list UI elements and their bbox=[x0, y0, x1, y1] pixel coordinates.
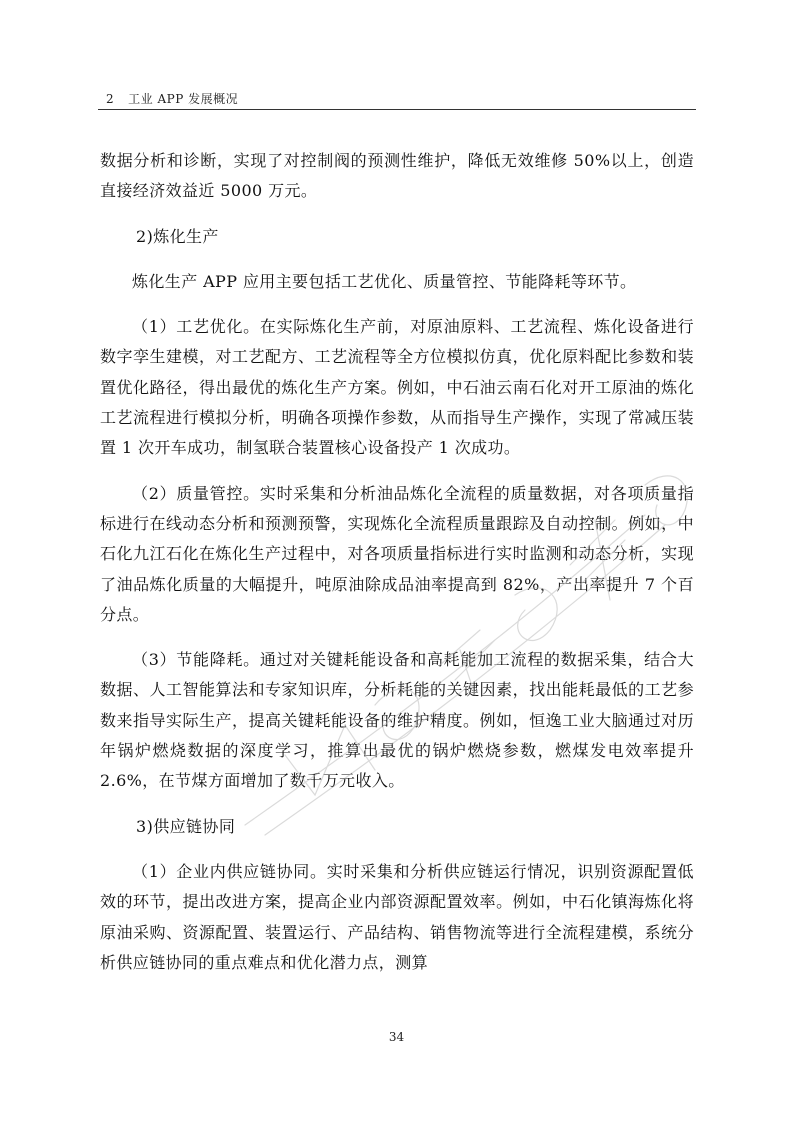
paragraph-refining-intro: 炼化生产 APP 应用主要包括工艺优化、质量管控、节能降耗等环节。 bbox=[132, 271, 637, 291]
running-header bbox=[106, 90, 696, 107]
paragraph-energy-saving: （3）节能降耗。通过对关键耗能设备和高耗能加工流程的数据采集，结合大数据、人工智能算法和专家知识库，分析耗能的关键因素，找出能耗最低的工艺参数来指导实际生产，提高关键耗能设备的维护精度。例如，恒逸工业大脑通过对历年锅炉燃烧数据的深度学习，推算出最优的锅炉燃烧参数，燃煤发电效率提升 2.6%，在节煤方面增加了数千万元收入。 bbox=[100, 650, 694, 791]
chapter-number: 2 bbox=[106, 92, 115, 106]
header-rule bbox=[98, 109, 696, 110]
chapter-title: 工业 APP 发展概况 bbox=[128, 92, 239, 106]
section-heading-refining: 2)炼化生产 bbox=[136, 226, 219, 246]
paragraph-internal-supply-chain: （1）企业内供应链协同。实时采集和分析供应链运行情况，识别资源配置低效的环节，提出改进方案，提高企业内部资源配置效率。例如，中石化镇海炼化将原油采购、资源配置、装置运行、产品结构、销售物流等进行全流程建模，系统分析供应链协同的重点难点和优化潜力点，测算 bbox=[100, 861, 694, 972]
page-number: 34 bbox=[388, 1030, 405, 1044]
paragraph-process-optimization: （1）工艺优化。在实际炼化生产前，对原油原料、工艺流程、炼化设备进行数字孪生建模，对工艺配方、工艺流程等全方位模拟仿真，优化原料配比参数和装置优化路径，得出最优的炼化生产方案。例如，中石油云南石化对开工原油的炼化工艺流程进行模拟分析，明确各项操作参数，从而指导生产操作，实现了常减压装置 1 次开车成功，制氢联合装置核心设备投产 1 次成功。 bbox=[100, 317, 694, 458]
body-text bbox=[100, 146, 694, 993]
section-heading-supply-chain: 3)供应链协同 bbox=[136, 816, 236, 836]
paragraph-quality-control: （2）质量管控。实时采集和分析油品炼化全流程的质量数据，对各项质量指标进行在线动态分析和预测预警，实现炼化全流程质量跟踪及自动控制。例如，中石化九江石化在炼化生产过程中，对各项质量指标进行实时监测和动态分析，实现了油品炼化质量的大幅提升，吨原油除成品油率提高到 82%，产出率提升 7 个百分点。 bbox=[100, 483, 694, 624]
paragraph-continuation: 数据分析和诊断，实现了对控制阀的预测性维护，降低无效维修 50%以上，创造直接经济效益近 5000 万元。 bbox=[100, 151, 694, 201]
